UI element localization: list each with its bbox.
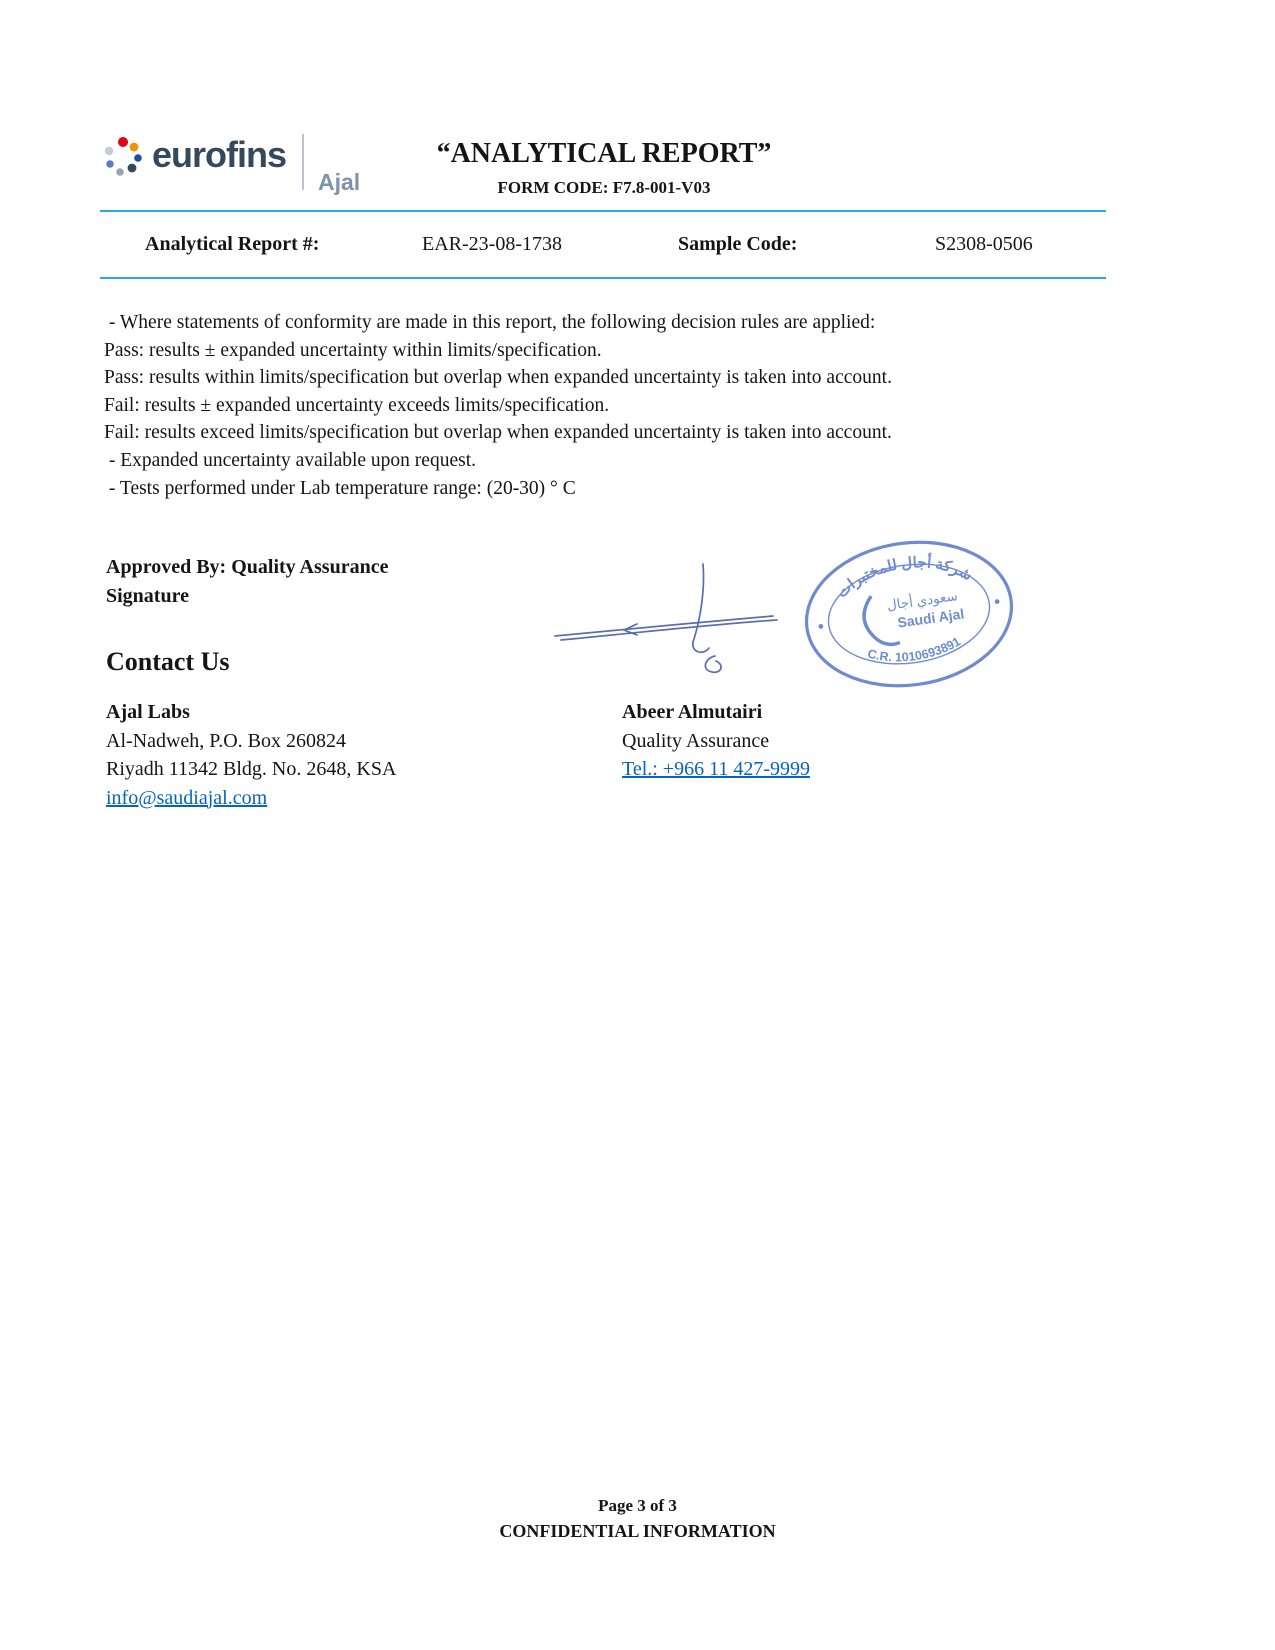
company-stamp — [798, 533, 1020, 695]
confidential-notice: CONFIDENTIAL INFORMATION — [499, 1521, 776, 1541]
report-number-label: Analytical Report #: — [145, 233, 320, 255]
stamp-latin-text: Saudi Ajal — [896, 605, 966, 631]
decision-rule-line: - Where statements of conformity are made in this report, the following decision rules are applied: — [104, 312, 876, 333]
contact-phone-link[interactable]: Tel.: +966 11 427-9999 — [622, 758, 811, 780]
decision-rule-line: Fail: results ± expanded uncertainty exceeds limits/specification. — [104, 394, 610, 416]
contact-us-heading: Contact Us — [106, 647, 230, 676]
contact-address-block — [106, 698, 396, 812]
stamp-arabic-top-text: شركة أجال للمختبرات — [833, 554, 975, 602]
sample-code-label: Sample Code: — [678, 233, 798, 255]
decision-rules-paragraph — [104, 309, 1104, 502]
decision-rule-line: - Tests performed under Lab temperature range: (20-30) ° C — [104, 477, 576, 499]
sample-code-value: S2308-0506 — [935, 233, 1033, 255]
contact-company-name: Ajal Labs — [106, 701, 190, 723]
decision-rule-line: - Expanded uncertainty available upon request. — [104, 449, 476, 471]
divider-line-bottom — [100, 277, 1106, 279]
signature-image — [545, 560, 790, 685]
report-meta-row — [100, 233, 1106, 267]
contact-address-line1: Al-Nadweh, P.O. Box 260824 — [106, 729, 346, 752]
logo-brand-text: eurofins — [152, 134, 287, 175]
report-number-value: EAR-23-08-1738 — [422, 233, 562, 255]
contact-person-role: Quality Assurance — [622, 729, 770, 752]
decision-rule-line: Pass: results ± expanded uncertainty within limits/specification. — [104, 339, 602, 361]
signature-label: Signature — [106, 585, 189, 607]
form-code: FORM CODE: F7.8-001-V03 — [497, 178, 711, 197]
decision-rule-line: Pass: results within limits/specification but overlap when expanded uncertainty is taken into account. — [104, 367, 892, 389]
header-title-block — [100, 138, 1108, 198]
decision-rule-line: Fail: results exceed limits/specification but overlap when expanded uncertainty is taken into account. — [104, 422, 892, 444]
contact-address-line2: Riyadh 11342 Bldg. No. 2648, KSA — [106, 758, 397, 780]
contact-person-block — [622, 698, 810, 784]
approval-block — [106, 553, 388, 611]
page-number: Page 3 of 3 — [598, 1496, 677, 1515]
contact-email-link[interactable]: info@saudiajal.com — [106, 786, 268, 809]
logo-sub-text: Ajal — [318, 169, 361, 195]
page-title: “ANALYTICAL REPORT” — [436, 138, 772, 169]
contact-person-name: Abeer Almutairi — [622, 701, 763, 723]
stamp-arabic-mid-text: سعودي أجال — [885, 588, 959, 613]
approved-by-label: Approved By: Quality Assurance — [106, 556, 389, 578]
divider-line-top — [100, 210, 1106, 212]
stamp-cr-number-text: C.R. 1010693891 — [866, 634, 963, 665]
